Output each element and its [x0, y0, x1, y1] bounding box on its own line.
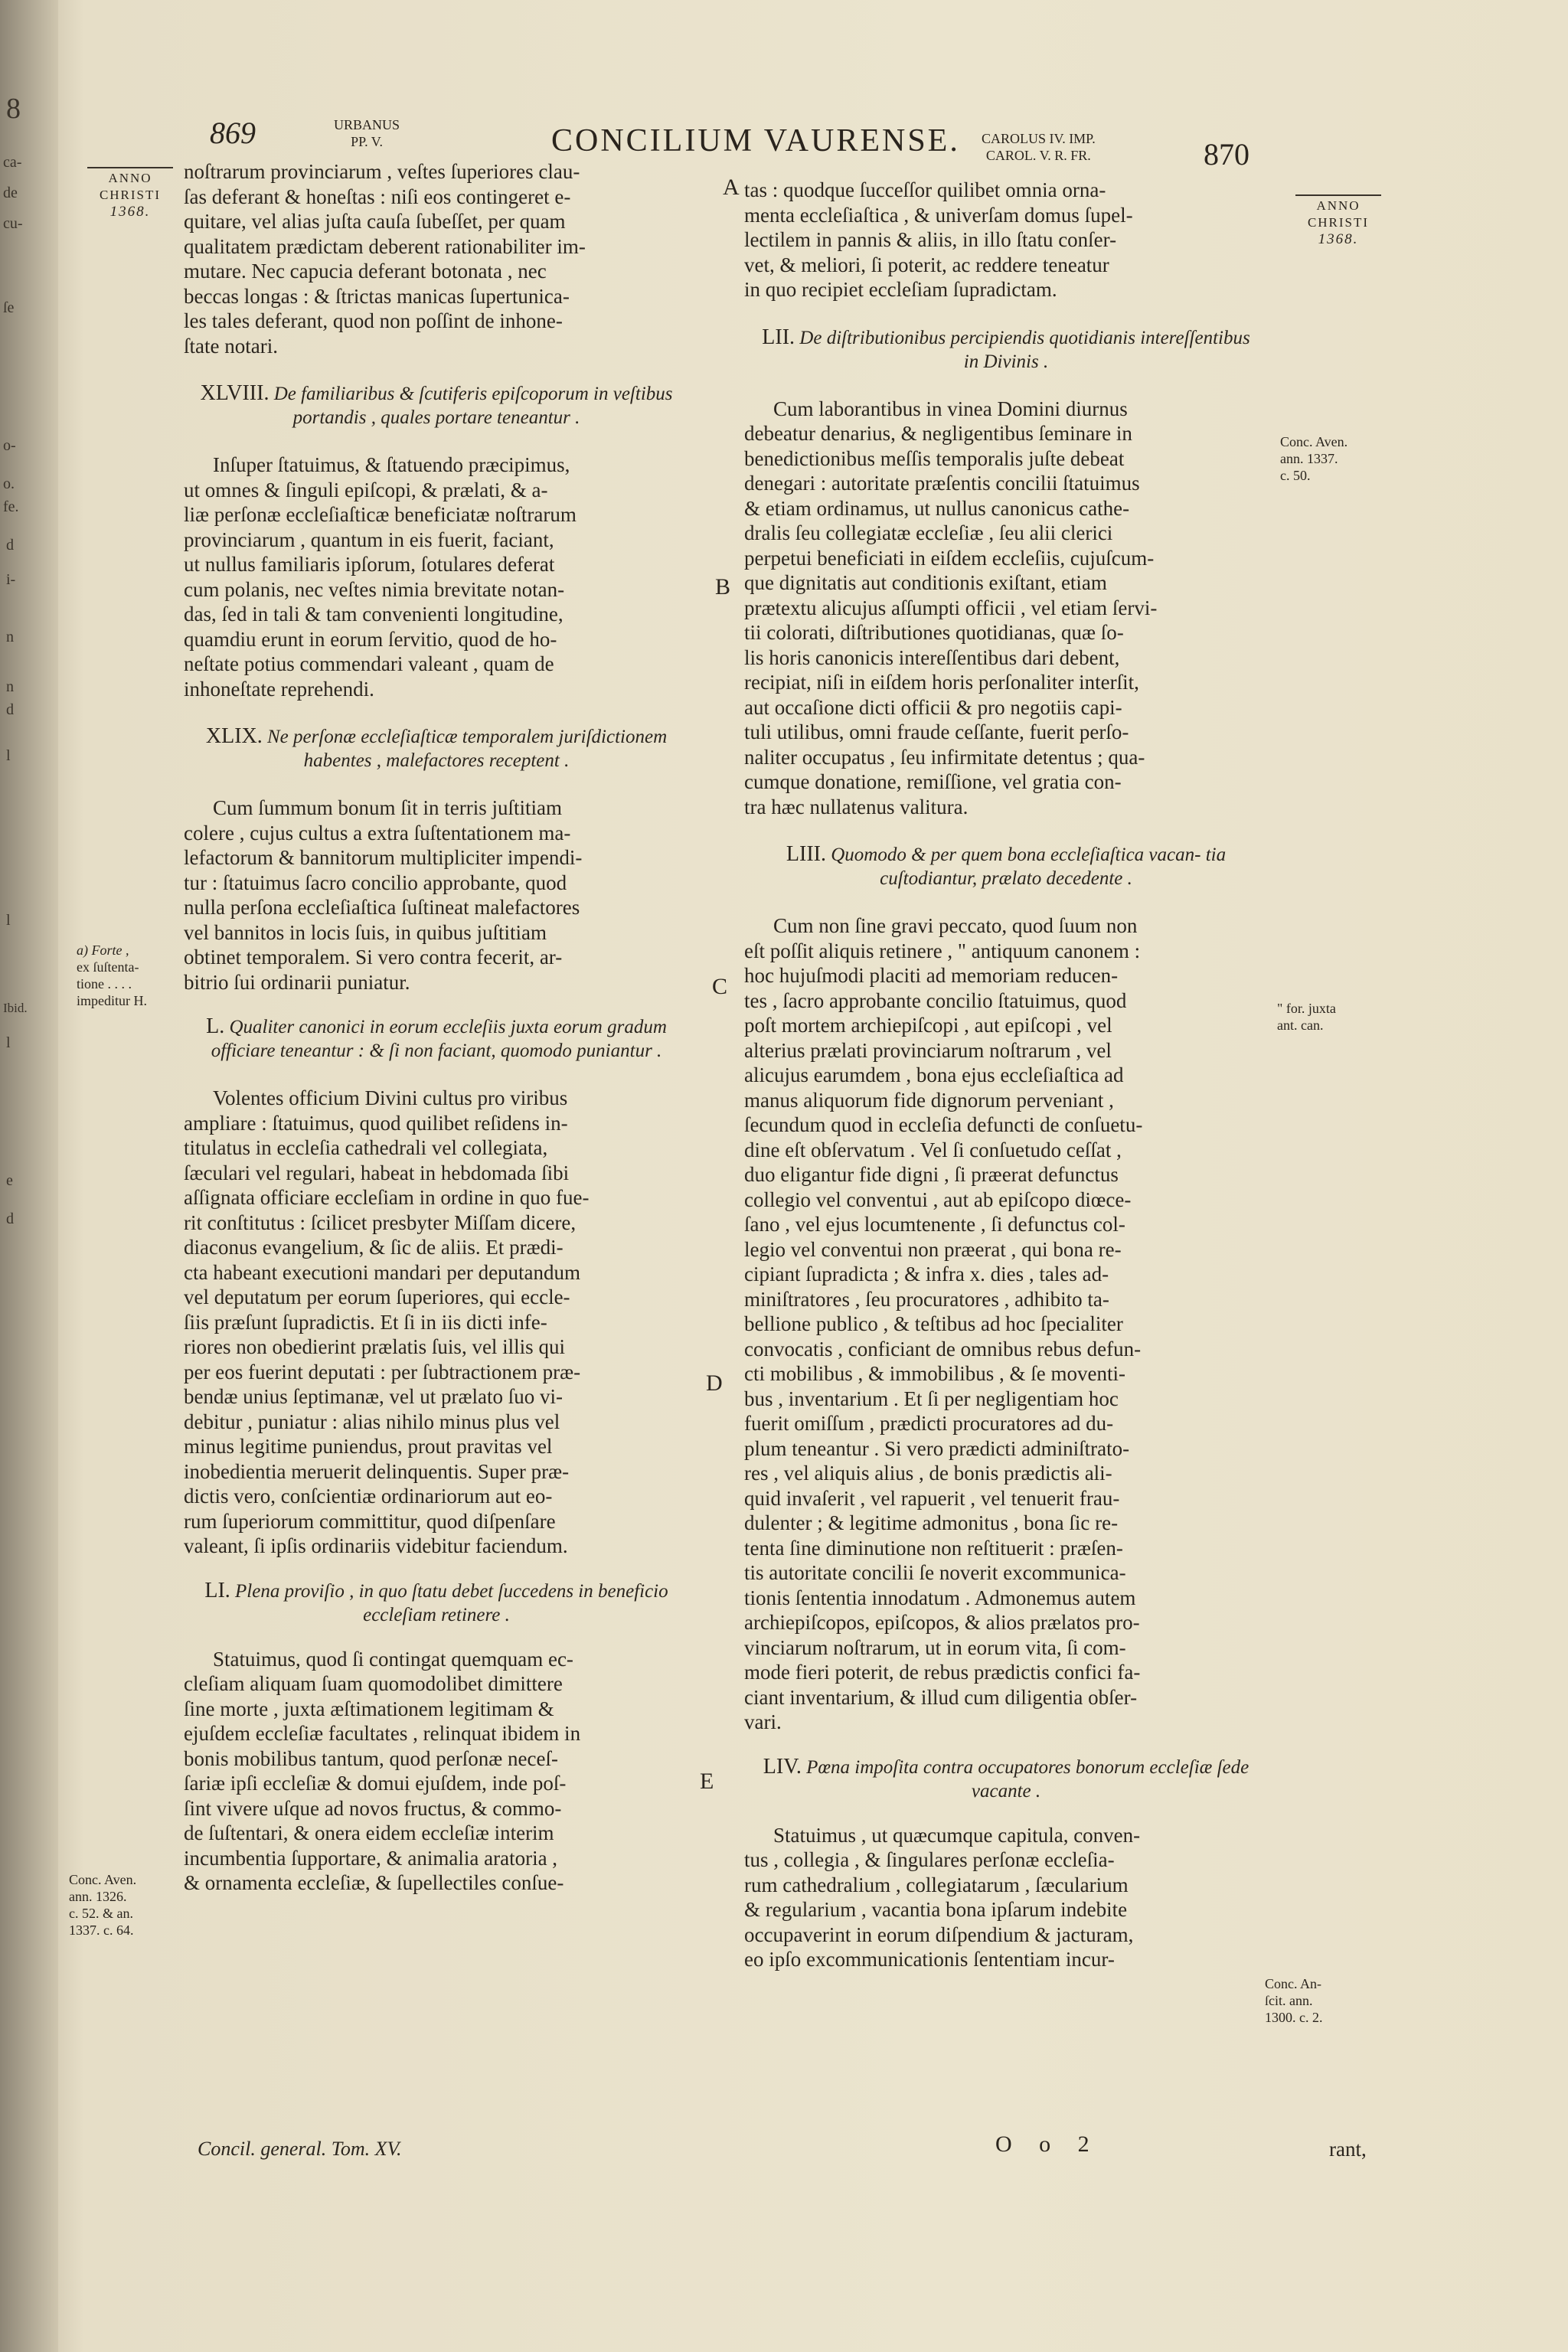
text-line: que dignitatis aut conditionis exiſtant, etiam	[744, 571, 1107, 594]
margin-note-conc-aven-right	[1280, 433, 1372, 484]
text-line: prætextu alicujus aſſumpti officii , vel etiam ſervi-	[744, 596, 1158, 619]
text-line: fuerit omiſſum , prædicti procuratores ad du-	[744, 1412, 1114, 1435]
gutter-fragment: e	[6, 1172, 13, 1189]
note-line: impeditur H.	[77, 993, 147, 1008]
text-line: miniſtratores , ſeu procuratores , adhibito ta-	[744, 1287, 1109, 1311]
pope-name: URBANUS	[334, 117, 400, 132]
chapter-number: XLVIII.	[200, 381, 270, 405]
text-line: bendæ unius ſeptimanæ, vel ut prælato ſuo vi-	[184, 1385, 563, 1408]
chapter-number: LIII.	[786, 842, 826, 866]
note-line: " for. juxta	[1277, 1001, 1336, 1016]
chapter-heading-54	[744, 1755, 1268, 1803]
year-value: 1368.	[109, 204, 151, 220]
text-line: cta habeant executioni mandari per deputandum	[184, 1260, 581, 1284]
chapter-number: L.	[206, 1014, 225, 1038]
gutter-fragment: l	[6, 1034, 11, 1051]
text-line: bitrio ſui ordinarii puniatur.	[184, 970, 410, 994]
text-line: collegio vel conventui , aut ab epiſcopo diœce-	[744, 1187, 1132, 1211]
text-line: provinciarum , quantum in eis fuerit, faciant,	[184, 528, 554, 551]
volume-footer: Concil. general. Tom. XV.	[198, 2138, 402, 2160]
chapter-heading-49	[184, 724, 689, 773]
text-line: ſint vivere uſque ad novos fructus, & commo-	[184, 1796, 562, 1820]
gutter-fragment: d	[6, 537, 14, 554]
right-page-number: 870	[1204, 137, 1250, 172]
text-line: cleſiam aliquam ſuam quomodolibet dimittere	[184, 1672, 563, 1695]
text-line: legio vel conventui non præerat , qui bona re-	[744, 1237, 1122, 1261]
text-line: tur : ſtatuimus ſacro concilio approbante, quod	[184, 871, 567, 894]
note-line: ann. 1337.	[1280, 451, 1338, 466]
gutter-fragment: d	[6, 701, 14, 718]
text-line: incumbentia ſupportare, & animalia aratoria ,	[184, 1846, 558, 1870]
text-line: tuli utilibus, omni fraude ceſſante, fuerit perſo-	[744, 720, 1129, 743]
section-letter-a: A	[723, 175, 740, 200]
gutter-fragment: n	[6, 678, 14, 695]
catchword: rant,	[1329, 2138, 1367, 2161]
text-line: dulenter ; & legitime admonitus , bona ſic re-	[744, 1511, 1119, 1534]
text-line: bonis mobilibus tantum, quod perſonæ neceſ-	[184, 1746, 558, 1770]
king-line: CAROL. V. R. FR.	[985, 148, 1091, 163]
text-line: rum ſuperiorum committitur, quod diſpenſare	[184, 1509, 556, 1533]
chapter-title: Qualiter canonici in eorum eccleſiis juxta eorum gradum officiare teneantur : & ſi non faciant, quomodo puniantur .	[211, 1017, 667, 1061]
text-line: tenta ſine diminutione non reſtituerit : præſen-	[744, 1536, 1123, 1560]
section-letter-e: E	[700, 1769, 714, 1794]
text-line: das, ſed in tali & tam convenienti longitudine,	[184, 603, 564, 626]
gutter-fragment: ca-	[3, 154, 22, 171]
text-line: ſecundum quod in eccleſia defuncti de conſuetu-	[744, 1113, 1143, 1136]
text-line: lectilem in pannis & aliis, in illo ſtatu conſer-	[744, 228, 1117, 251]
text-line: beccas longas : & ſtrictas manicas ſupertunica-	[184, 284, 570, 308]
pope-title: PP. V.	[351, 134, 383, 149]
text-line: benedictionibus meſſis temporalis juſte debeat	[744, 446, 1125, 470]
text-line: qualitatem prædictam deberent rationabiliter im-	[184, 234, 586, 258]
chapter-number: LII.	[762, 325, 795, 349]
text-line: lis horis canonicis intereſſentibus dari debent,	[744, 645, 1120, 669]
text-line: tionis ſententia innodatum . Admonemus autem	[744, 1586, 1136, 1609]
text-line: ſæculari vel regulari, habeat in hebdomada ſibi	[184, 1161, 570, 1184]
text-line: quamdiu erunt in eorum ſervitio, quod de ho-	[184, 627, 557, 651]
text-line: ſtate notari.	[184, 334, 278, 358]
text-line: alicujus earumdem , bona ejus eccleſiaſtica ad	[744, 1063, 1124, 1086]
margin-note-forte	[77, 942, 173, 1009]
text-line: recipiat, niſi in eiſdem horis perſonaliter interſit,	[744, 671, 1139, 694]
text-line: perpetui beneficiati in eiſdem eccleſiis, cujuſcum-	[744, 546, 1155, 570]
text-line: bus , inventarium . Et ſi per negligentiam hoc	[744, 1387, 1119, 1410]
text-line: mode fieri poterit, de rebus prædictis confici fa-	[744, 1661, 1141, 1684]
text-line: Statuimus, quod ſi contingat quemquam ec-	[213, 1647, 573, 1671]
text-line: ciant inventarium, & illud cum diligentia obſer-	[744, 1685, 1138, 1709]
text-line: ſine morte , juxta æſtimationem legitimam &	[184, 1697, 554, 1720]
text-line: obtinet temporalem. Si vero contra fecerit, ar-	[184, 946, 563, 969]
text-line: menta eccleſiaſtica , & univerſam domus ſupel-	[744, 203, 1133, 227]
text-line: ſas deferant & honeſtas : niſi eos contingeret e-	[184, 185, 571, 208]
chapter-title: Ne perſonæ eccleſiaſticæ temporalem juriſdictionem habentes , malefactores receptent .	[267, 727, 668, 771]
text-line: res , vel aliquis alius , de bonis prædictis ali-	[744, 1462, 1112, 1485]
text-line: naliter occupatus , ſeu infirmitate detentus ; qua-	[744, 745, 1145, 769]
anno-label: ANNO	[1316, 198, 1361, 213]
note-line: 1337. c. 64.	[69, 1922, 134, 1938]
text-line: ſano , vel ejus locumtenente , ſi defunctus col-	[744, 1213, 1125, 1236]
text-line: & regularium , vacantia bona ipſarum indebite	[744, 1898, 1128, 1921]
text-line: nulla perſona eccleſiaſtica ſuſtineat malefactores	[184, 896, 580, 919]
text-line: alterius prælati provinciarum noſtrarum , vel	[744, 1038, 1112, 1062]
text-line: inhoneſtate reprehendi.	[184, 677, 374, 701]
text-line: noſtrarum provinciarum , veſtes ſuperiores clau-	[184, 160, 580, 183]
text-line: Inſuper ſtatuimus, & ſtatuendo præcipimus,	[213, 453, 570, 476]
text-line: tis autoritate concilii ſe noverit excommunica-	[744, 1561, 1126, 1584]
text-line: & ornamenta eccleſiæ, & ſupellectiles conſue-	[184, 1871, 564, 1894]
text-line: dine eſt obſervatum . Vel ſi conſuetudo ceſſat ,	[744, 1138, 1122, 1161]
note-line: ex ſuſtenta-	[77, 959, 139, 975]
running-title: CONCILIUM VAURENSE.	[551, 123, 960, 158]
section-letter-c: C	[712, 974, 728, 999]
gutter-fragment: l	[6, 912, 11, 929]
year-value: 1368.	[1318, 231, 1359, 247]
text-line: ampliare : ſtatuimus, quod quilibet reſidens in-	[184, 1111, 568, 1135]
text-line: Statuimus , ut quæcumque capitula, conven-	[773, 1823, 1141, 1847]
year-marker-left	[87, 167, 173, 220]
text-line: inobedientia meruerit delinquentis. Super præ-	[184, 1459, 570, 1483]
text-line: lefactorum & bannitorum multipliciter impendi-	[184, 846, 583, 869]
text-line: ſariæ ipſi eccleſiæ & domui ejuſdem, inde poſ-	[184, 1772, 567, 1795]
note-line: c. 50.	[1280, 468, 1311, 483]
christi-label: CHRISTI	[99, 188, 162, 202]
text-line: de ſuſtentari, & onera eidem eccleſiæ interim	[184, 1821, 554, 1844]
text-line: dictis vero, conſcientiæ ordinariorum aut eo-	[184, 1485, 553, 1508]
note-line: c. 52. & an.	[69, 1906, 133, 1921]
text-line: Cum laborantibus in vinea Domini diurnus	[773, 397, 1128, 420]
text-line: convocatis , conficiant de omnibus rebus defun-	[744, 1337, 1142, 1361]
chapter-title: Quomodo & per quem bona eccleſiaſtica vacan- tia cuſtodiantur, prælato decedente .	[831, 844, 1227, 889]
text-line: denegari : autoritate præſentis concilii ſtatuimus	[744, 472, 1140, 495]
text-line: Cum ſummum bonum ſit in terris juſtitiam	[213, 796, 562, 819]
left-page-number: 869	[210, 116, 256, 150]
note-line: ann. 1326.	[69, 1889, 127, 1904]
text-line: tii colorati, diſtributiones quotidianas, quæ ſo-	[744, 621, 1124, 644]
anno-label: ANNO	[108, 171, 152, 185]
note-line: tione . . . .	[77, 976, 132, 991]
text-line: dralis ſeu collegiatæ eccleſiæ , ſeu alii clerici	[744, 521, 1113, 544]
gutter-fragment: d	[6, 1210, 14, 1227]
section-letter-b: B	[715, 574, 731, 599]
section-letter-d: D	[706, 1370, 723, 1396]
pope-header	[334, 116, 400, 150]
gutter-fragment: fe.	[3, 498, 19, 515]
chapter-heading-48	[184, 381, 689, 430]
text-line: riores non obedierint prælatis ſuis, vel illis qui	[184, 1335, 565, 1358]
note-line: Conc. Aven.	[1280, 434, 1348, 449]
text-line: vel deputatum per eorum ſuperiores, qui eccle-	[184, 1285, 570, 1308]
text-line: ejuſdem eccleſiæ facultates , relinquat ibidem in	[184, 1722, 581, 1745]
gutter-fragment: n	[6, 629, 14, 645]
text-line: per eos fuerint deputati : per ſubtractionem præ-	[184, 1360, 581, 1383]
text-line: ut nullus familiaris ipſorum, ſotulares deferat	[184, 553, 555, 576]
left-column	[184, 159, 689, 1896]
text-line: neſtate potius commendari valeant , quam de	[184, 652, 554, 675]
note-line: a) Forte ,	[77, 942, 129, 958]
text-line: liæ perſonæ eccleſiaſticæ beneficiatæ noſtrarum	[184, 503, 577, 526]
text-line: manus aliquorum fide dignorum perveniant ,	[744, 1088, 1114, 1112]
gutter-fragment: o.	[3, 475, 15, 492]
note-line: 1300. c. 2.	[1265, 2010, 1323, 2025]
text-line: valeant, ſi ipſis ordinariis videbitur faciendum.	[184, 1534, 568, 1557]
chapter-heading-52	[744, 325, 1268, 374]
gutter-fragment: ſe	[3, 299, 15, 316]
text-line: titulatus in eccleſia cathedrali vel collegiata,	[184, 1136, 548, 1159]
text-line: & etiam ordinamus, ut nullus canonicus cathe-	[744, 496, 1130, 520]
note-line: Conc. Aven.	[69, 1872, 137, 1887]
text-line: cti mobilibus , & immobilibus , & ſe moventi-	[744, 1362, 1125, 1385]
text-line: diaconus evangelium, & ſic de aliis. Et prædi-	[184, 1236, 564, 1259]
text-line: tus , collegia , & ſingulares perſonæ eccleſia-	[744, 1848, 1115, 1871]
text-line: bellione publico , & teſtibus ad hoc ſpecialiter	[744, 1312, 1123, 1335]
chapter-heading-53	[744, 842, 1268, 890]
chapter-number: LIV.	[763, 1754, 802, 1779]
chapter-title: Pœna impoſita contra occupatores bonorum eccleſiæ ſede vacante .	[806, 1756, 1250, 1802]
text-line: cumque donatione, remiſſione, vel gratia con-	[744, 770, 1122, 793]
gutter-fragment: 8	[6, 93, 21, 125]
chapter-heading-51	[184, 1579, 689, 1627]
text-line: mutare. Nec capucia deferant botonata , nec	[184, 260, 547, 283]
chapter-title: De familiaribus & ſcutiferis epiſcoporum in veſtibus portandis , quales portare teneantur .	[273, 384, 673, 428]
gutter-fragment: Ibid.	[3, 1001, 28, 1015]
margin-note-conc-anscit	[1265, 1975, 1357, 2026]
text-line: vinciarum noſtrarum, ut in eorum vita, ſi com-	[744, 1635, 1126, 1659]
text-line: debitur , puniatur : alias nihilo minus plus vel	[184, 1410, 560, 1433]
text-line: minus legitime puniendus, prout pravitas vel	[184, 1435, 553, 1458]
text-line: vet, & meliori, ſi poterit, ac reddere teneatur	[744, 253, 1109, 276]
chapter-title: Plena proviſio , in quo ſtatu debet ſuccedens in beneficio eccleſiam retinere .	[235, 1580, 668, 1625]
note-line: ſcit. ann.	[1265, 1993, 1313, 2008]
chapter-number: XLIX.	[205, 724, 263, 748]
note-line: Conc. An-	[1265, 1976, 1321, 1991]
text-line: debeatur denarius, & negligentibus ſeminare in	[744, 422, 1132, 445]
text-line: archiepiſcopos, epiſcopos, & alios prælatos pro-	[744, 1611, 1140, 1634]
text-line: poſt mortem archiepiſcopi , aut epiſcopi , vel	[744, 1014, 1112, 1037]
chapter-title: De diſtributionibus percipiendis quotidianis intereſſentibus in Divinis .	[799, 327, 1250, 372]
emperor-line: CAROLUS IV. IMP.	[982, 131, 1096, 146]
text-line: aſſignata officiare eccleſiam in ordine in quo fue-	[184, 1186, 590, 1209]
text-line: eſt poſſit aliquis retinere , " antiquum canonem :	[744, 939, 1141, 962]
margin-note-juxta	[1277, 1000, 1369, 1034]
text-line: ſiis præſunt ſupradictis. Et ſi in iis dicti infe-	[184, 1310, 547, 1334]
king-header	[982, 130, 1096, 164]
signature-mark: O o 2	[995, 2132, 1100, 2157]
text-line: eo ipſo excommunicationis ſententiam incur-	[744, 1948, 1115, 1971]
gutter-fragment: de	[3, 185, 18, 201]
gutter-fragment: l	[6, 747, 11, 764]
text-line: cipiant ſupradicta ; & infra x. dies , tales ad-	[744, 1263, 1109, 1285]
text-line: hoc hujuſmodi placiti ad memoriam reducen-	[744, 964, 1119, 987]
text-line: duo eligantur fide digni , ſi præerat defunctus	[744, 1163, 1119, 1186]
text-line: cum polanis, nec veſtes nimia brevitate notan-	[184, 577, 565, 601]
text-line: Cum non ſine gravi peccato, quod ſuum non	[773, 914, 1138, 937]
chapter-heading-50	[184, 1014, 689, 1063]
text-line: ut omnes & ſinguli epiſcopi, & prælati, & a-	[184, 478, 548, 501]
gutter-fragment: cu-	[3, 215, 23, 232]
text-line: quid invaſerit , vel rapuerit , vel tenuerit frau-	[744, 1486, 1120, 1510]
gutter-fragment: o-	[3, 437, 16, 454]
text-line: Volentes officium Divini cultus pro viribus	[213, 1086, 568, 1109]
text-line: vel bannitos in locis ſuis, in quibus juſtitiam	[184, 920, 547, 944]
text-line: tra hæc nullatenus valitura.	[744, 795, 969, 818]
text-line: rit conſtitutus : ſcilicet presbyter Miſſam dicere,	[184, 1210, 577, 1234]
chapter-number: LI.	[204, 1578, 230, 1602]
gutter-fragment: i-	[6, 571, 16, 588]
text-line: vari.	[744, 1710, 782, 1733]
text-line: rum cathedralium , collegiatarum , ſæcularium	[744, 1873, 1129, 1896]
text-line: plum teneantur . Si vero prædicti adminiſtrato-	[744, 1436, 1130, 1460]
text-line: tes , ſacro approbante concilio ſtatuimus, quod	[744, 988, 1127, 1012]
text-line: colere , cujus cultus a extra ſuſtentationem ma-	[184, 821, 571, 844]
previous-page-gutter	[0, 0, 58, 2352]
year-marker-right	[1295, 194, 1381, 248]
text-line: aut occaſione dicti officii & pro negotiis capi-	[744, 695, 1122, 719]
note-line: ant. can.	[1277, 1018, 1324, 1033]
text-line: in quo recipiet eccleſiam ſupradictam.	[744, 278, 1057, 301]
right-column	[744, 178, 1268, 1972]
text-line: tas : quodque ſucceſſor quilibet omnia orna-	[744, 178, 1106, 201]
text-line: occupaverint in eorum diſpendium & jacturam,	[744, 1922, 1134, 1946]
christi-label: CHRISTI	[1307, 215, 1370, 230]
text-line: quitare, vel alias juſta cauſa ſubeſſet, per quam	[184, 210, 566, 233]
text-line: les tales deferant, quod non poſſint de inhone-	[184, 309, 563, 332]
margin-note-conc-aven	[69, 1871, 168, 1939]
